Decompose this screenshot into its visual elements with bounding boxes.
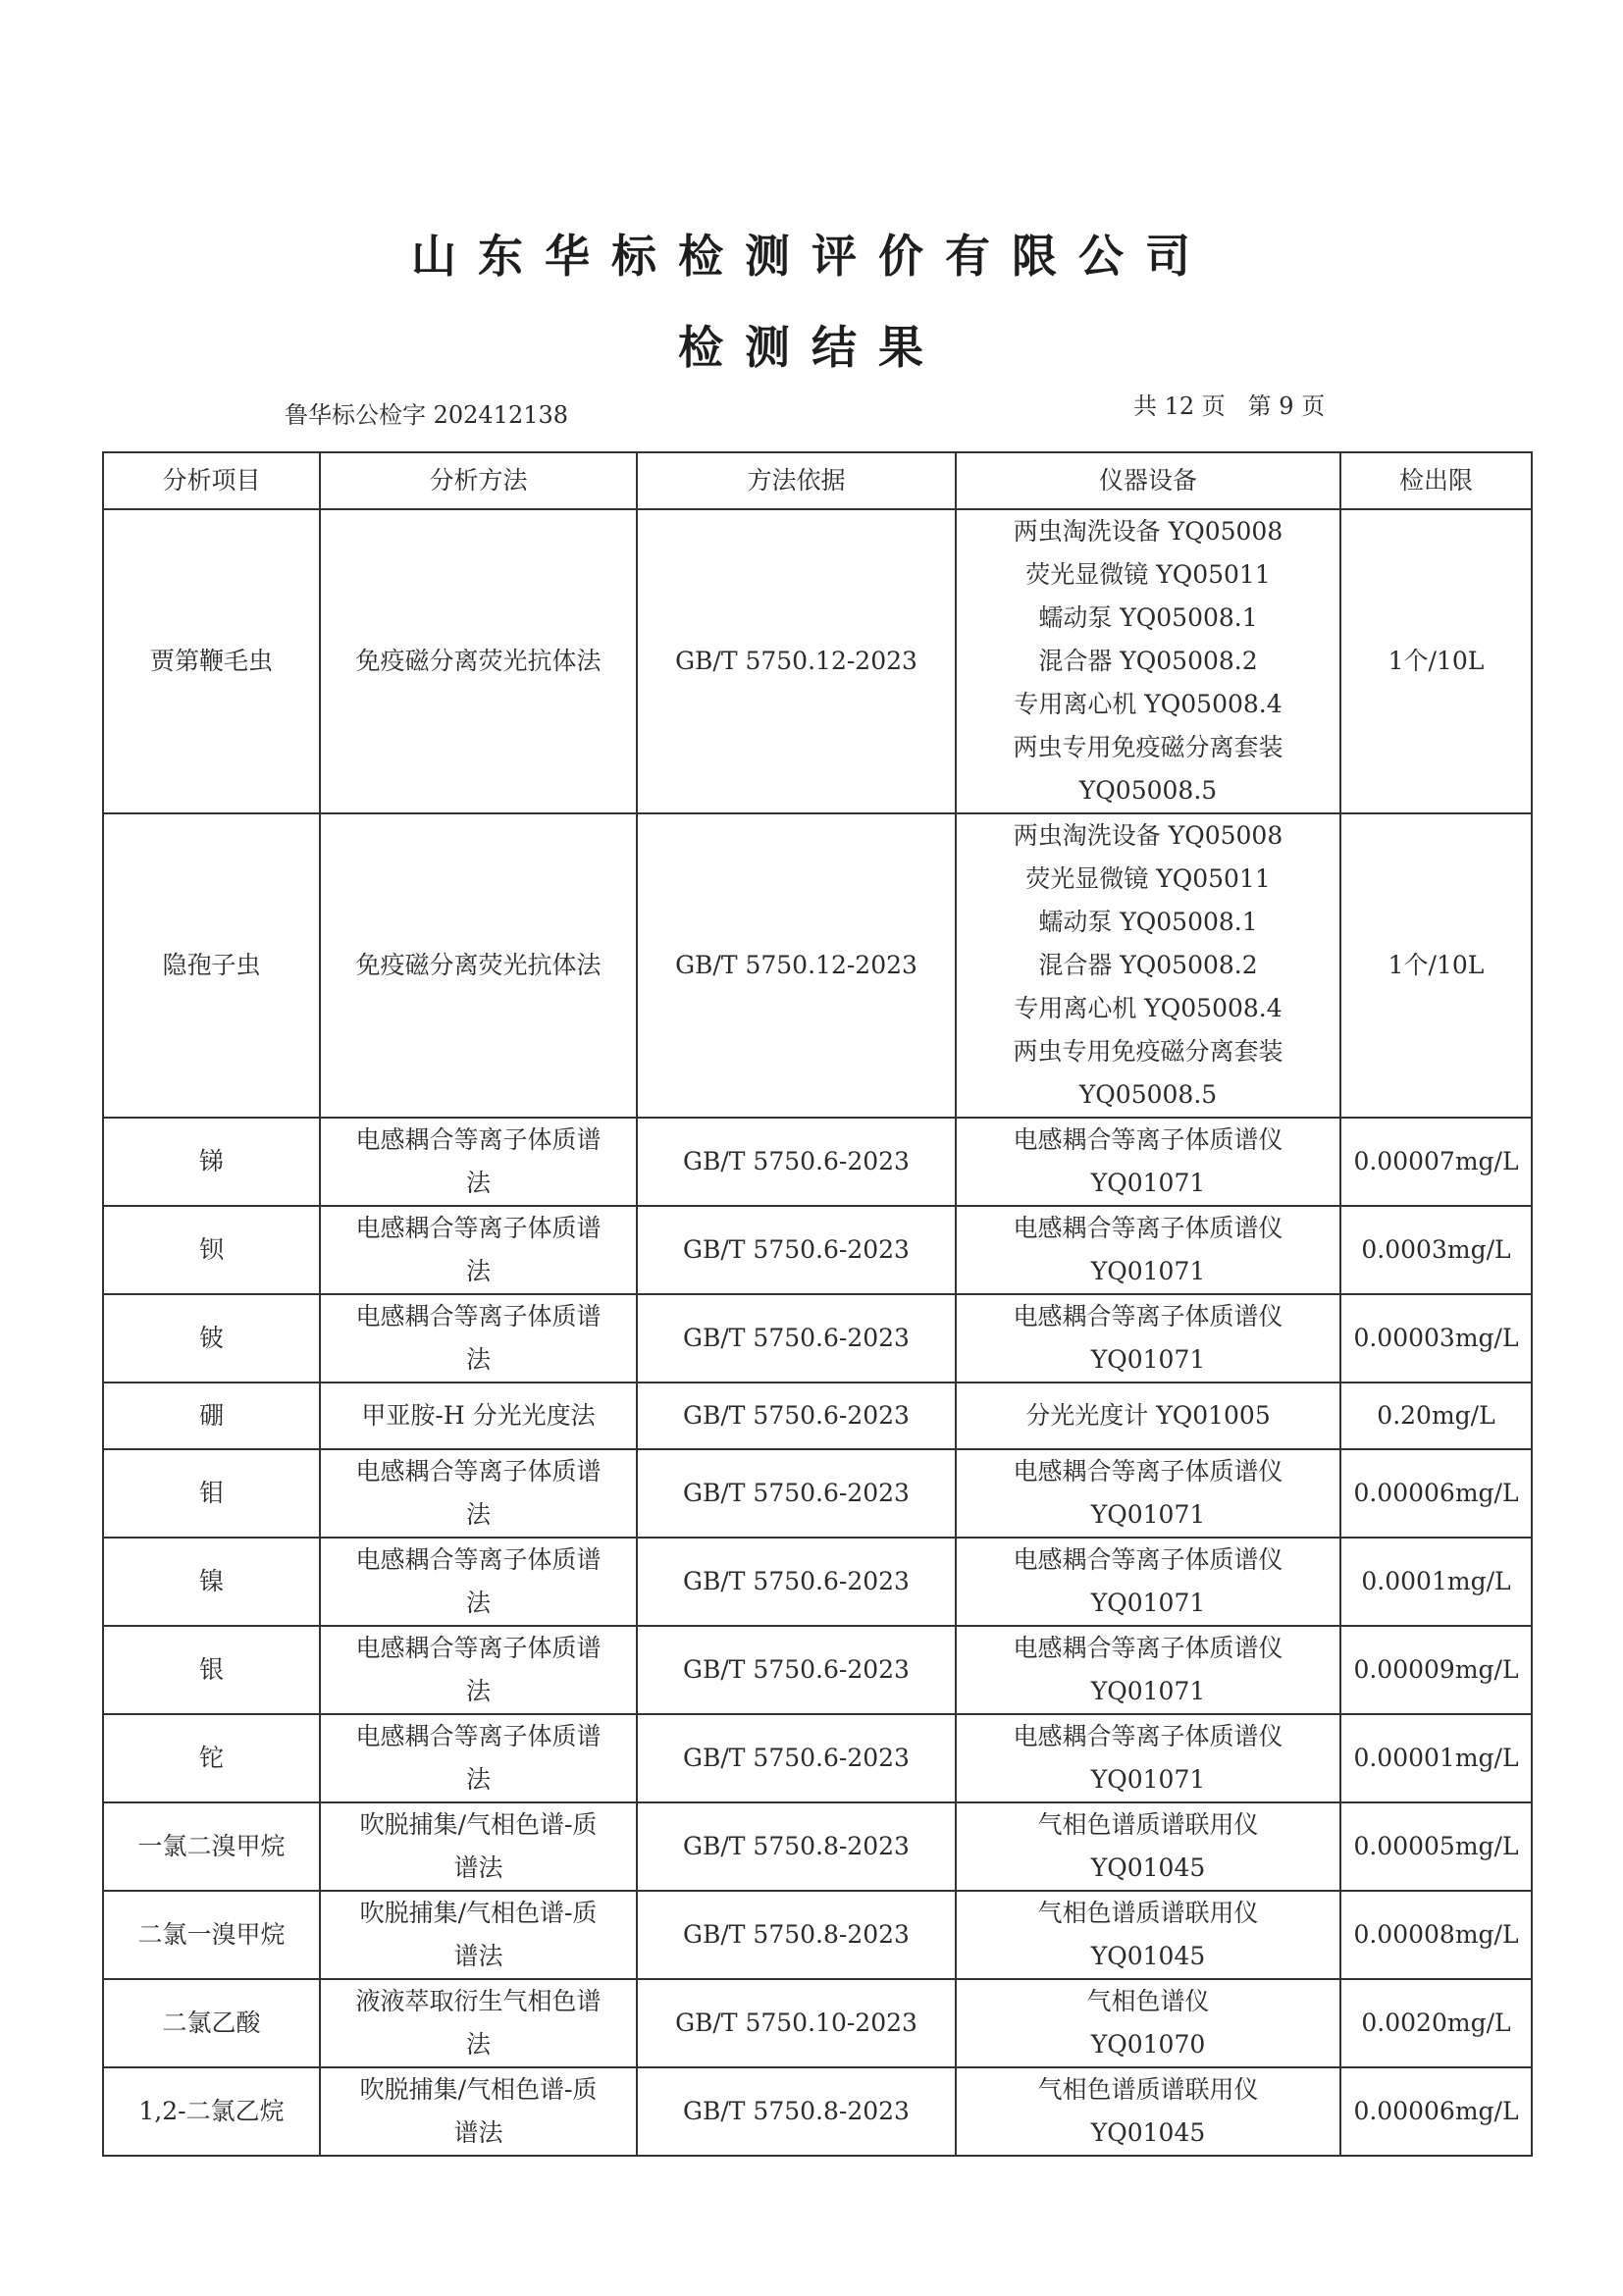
cell-item: 银 bbox=[103, 1626, 320, 1714]
cell-instruments-line: 荧光显微镜 YQ05011 bbox=[1025, 864, 1271, 893]
cell-item: 锑 bbox=[103, 1118, 320, 1206]
cell-limit: 0.00003mg/L bbox=[1340, 1294, 1532, 1383]
cell-instruments bbox=[956, 1538, 1340, 1626]
cell-method-line: 电感耦合等离子体质谱 bbox=[355, 1722, 602, 1750]
cell-method-line: 法 bbox=[465, 1169, 491, 1197]
cell-method-line: 法 bbox=[465, 1589, 491, 1617]
cell-instruments bbox=[956, 1206, 1340, 1294]
cell-instruments bbox=[956, 1979, 1340, 2067]
cell-method-line: 吹脱捕集/气相色谱-质 bbox=[359, 2075, 598, 2104]
cell-instruments-line: YQ01045 bbox=[1090, 2118, 1206, 2147]
cell-standard: GB/T 5750.12-2023 bbox=[637, 509, 956, 813]
column-header-method: 分析方法 bbox=[320, 452, 637, 509]
cell-method-line: 法 bbox=[465, 1257, 491, 1285]
cell-instruments-line: 气相色谱仪 bbox=[1086, 1987, 1210, 2015]
cell-instruments-line: YQ01071 bbox=[1090, 1677, 1206, 1705]
cell-method bbox=[320, 1294, 637, 1383]
cell-method bbox=[320, 1538, 637, 1626]
cell-instruments bbox=[956, 1626, 1340, 1714]
column-header-standard: 方法依据 bbox=[637, 452, 956, 509]
cell-instruments-line: 荧光显微镜 YQ05011 bbox=[1025, 560, 1271, 589]
cell-method-line: 电感耦合等离子体质谱 bbox=[355, 1214, 602, 1242]
table-row bbox=[103, 509, 1532, 813]
cell-method-line: 电感耦合等离子体质谱 bbox=[355, 1545, 602, 1574]
table-row bbox=[103, 1538, 1532, 1626]
cell-instruments-line: 混合器 YQ05008.2 bbox=[1038, 951, 1258, 979]
cell-item: 一氯二溴甲烷 bbox=[103, 1802, 320, 1891]
table-row bbox=[103, 1802, 1532, 1891]
table-row bbox=[103, 2067, 1532, 2156]
cell-instruments-line: YQ01071 bbox=[1090, 1169, 1206, 1197]
cell-method-line: 吹脱捕集/气相色谱-质 bbox=[359, 1899, 598, 1927]
document-number: 鲁华标公检字 202412138 bbox=[285, 401, 569, 429]
cell-standard: GB/T 5750.6-2023 bbox=[637, 1383, 956, 1449]
results-body bbox=[103, 509, 1532, 2156]
cell-instruments-line: YQ01071 bbox=[1090, 1589, 1206, 1617]
cell-instruments bbox=[956, 813, 1340, 1118]
cell-instruments-line: 蠕动泵 YQ05008.1 bbox=[1038, 603, 1258, 632]
cell-instruments-line: 两虫专用免疫磁分离套装 bbox=[1013, 1037, 1283, 1066]
cell-instruments bbox=[956, 509, 1340, 813]
cell-standard: GB/T 5750.6-2023 bbox=[637, 1118, 956, 1206]
cell-instruments-line: 电感耦合等离子体质谱仪 bbox=[1013, 1302, 1283, 1331]
cell-instruments-line: 两虫淘洗设备 YQ05008 bbox=[1013, 517, 1283, 546]
cell-item: 铍 bbox=[103, 1294, 320, 1383]
cell-method-line: 电感耦合等离子体质谱 bbox=[355, 1457, 602, 1486]
cell-instruments-line: YQ01070 bbox=[1090, 2030, 1206, 2059]
cell-method-line: 吹脱捕集/气相色谱-质 bbox=[359, 1810, 598, 1839]
table-row bbox=[103, 1714, 1532, 1802]
cell-standard: GB/T 5750.6-2023 bbox=[637, 1538, 956, 1626]
cell-method bbox=[320, 2067, 637, 2156]
column-header-item: 分析项目 bbox=[103, 452, 320, 509]
cell-instruments-line: 气相色谱质谱联用仪 bbox=[1037, 2075, 1259, 2104]
report-title: 检测结果 bbox=[678, 321, 945, 374]
cell-item: 硼 bbox=[103, 1383, 320, 1449]
results-table bbox=[102, 451, 1533, 2157]
cell-instruments-line: YQ01045 bbox=[1090, 1942, 1206, 1970]
cell-instruments-line: 两虫淘洗设备 YQ05008 bbox=[1013, 821, 1283, 850]
cell-standard: GB/T 5750.6-2023 bbox=[637, 1714, 956, 1802]
cell-method-line: 谱法 bbox=[453, 1853, 503, 1882]
table-row bbox=[103, 1294, 1532, 1383]
cell-standard: GB/T 5750.6-2023 bbox=[637, 1294, 956, 1383]
cell-instruments-line: 分光光度计 YQ01005 bbox=[1025, 1401, 1271, 1430]
cell-limit: 1个/10L bbox=[1340, 813, 1532, 1118]
cell-instruments-line: 电感耦合等离子体质谱仪 bbox=[1013, 1722, 1283, 1750]
cell-limit: 0.20mg/L bbox=[1340, 1383, 1532, 1449]
cell-item: 隐孢子虫 bbox=[103, 813, 320, 1118]
cell-limit: 0.00009mg/L bbox=[1340, 1626, 1532, 1714]
table-row bbox=[103, 1979, 1532, 2067]
cell-method: 免疫磁分离荧光抗体法 bbox=[320, 509, 637, 813]
cell-method-line: 法 bbox=[465, 1345, 491, 1374]
cell-method-line: 法 bbox=[465, 1765, 491, 1794]
cell-item: 钼 bbox=[103, 1449, 320, 1538]
cell-limit: 0.00005mg/L bbox=[1340, 1802, 1532, 1891]
cell-instruments bbox=[956, 1383, 1340, 1449]
cell-method-line: 电感耦合等离子体质谱 bbox=[355, 1302, 602, 1331]
cell-limit: 0.00001mg/L bbox=[1340, 1714, 1532, 1802]
cell-standard: GB/T 5750.6-2023 bbox=[637, 1449, 956, 1538]
cell-limit: 0.00006mg/L bbox=[1340, 2067, 1532, 2156]
cell-method bbox=[320, 1626, 637, 1714]
cell-method bbox=[320, 1118, 637, 1206]
cell-instruments bbox=[956, 1714, 1340, 1802]
cell-instruments-line: YQ01045 bbox=[1090, 1853, 1206, 1882]
cell-limit: 0.0020mg/L bbox=[1340, 1979, 1532, 2067]
cell-method-line: 液液萃取衍生气相色谱 bbox=[355, 1987, 602, 2015]
cell-method bbox=[320, 1206, 637, 1294]
cell-item: 镍 bbox=[103, 1538, 320, 1626]
cell-instruments-line: 蠕动泵 YQ05008.1 bbox=[1038, 908, 1258, 936]
cell-instruments-line: 电感耦合等离子体质谱仪 bbox=[1013, 1634, 1283, 1662]
table-row bbox=[103, 813, 1532, 1118]
cell-method bbox=[320, 1891, 637, 1979]
cell-limit: 1个/10L bbox=[1340, 509, 1532, 813]
cell-item: 二氯乙酸 bbox=[103, 1979, 320, 2067]
cell-method-line: 法 bbox=[465, 1500, 491, 1529]
cell-instruments-line: 电感耦合等离子体质谱仪 bbox=[1013, 1125, 1283, 1154]
cell-method bbox=[320, 1802, 637, 1891]
cell-instruments-line: 专用离心机 YQ05008.4 bbox=[1014, 690, 1283, 718]
cell-item: 贾第鞭毛虫 bbox=[103, 509, 320, 813]
table-row bbox=[103, 1118, 1532, 1206]
table-row bbox=[103, 1383, 1532, 1449]
cell-standard: GB/T 5750.6-2023 bbox=[637, 1206, 956, 1294]
column-header-instruments: 仪器设备 bbox=[956, 452, 1340, 509]
cell-instruments bbox=[956, 1802, 1340, 1891]
page-info: 共 12 页 第 9 页 bbox=[1133, 392, 1326, 420]
cell-limit: 0.0003mg/L bbox=[1340, 1206, 1532, 1294]
table-row bbox=[103, 1626, 1532, 1714]
company-name: 山东华标检测评价有限公司 bbox=[411, 230, 1212, 283]
cell-method-line: 法 bbox=[465, 2030, 491, 2059]
table-row bbox=[103, 1891, 1532, 1979]
cell-method-line: 谱法 bbox=[453, 1942, 503, 1970]
cell-instruments bbox=[956, 1449, 1340, 1538]
cell-instruments-line: YQ01071 bbox=[1090, 1765, 1206, 1794]
cell-instruments-line: 两虫专用免疫磁分离套装 bbox=[1013, 733, 1283, 761]
cell-limit: 0.0001mg/L bbox=[1340, 1538, 1532, 1626]
cell-item: 1,2-二氯乙烷 bbox=[103, 2067, 320, 2156]
cell-method bbox=[320, 1979, 637, 2067]
cell-limit: 0.00007mg/L bbox=[1340, 1118, 1532, 1206]
cell-item: 二氯一溴甲烷 bbox=[103, 1891, 320, 1979]
cell-instruments-line: 电感耦合等离子体质谱仪 bbox=[1013, 1545, 1283, 1574]
cell-instruments-line: 电感耦合等离子体质谱仪 bbox=[1013, 1457, 1283, 1486]
cell-method-line: 电感耦合等离子体质谱 bbox=[355, 1125, 602, 1154]
cell-instruments bbox=[956, 1891, 1340, 1979]
cell-limit: 0.00006mg/L bbox=[1340, 1449, 1532, 1538]
cell-instruments bbox=[956, 2067, 1340, 2156]
cell-instruments bbox=[956, 1294, 1340, 1383]
cell-instruments-line: 专用离心机 YQ05008.4 bbox=[1014, 994, 1283, 1022]
cell-instruments bbox=[956, 1118, 1340, 1206]
cell-method: 免疫磁分离荧光抗体法 bbox=[320, 813, 637, 1118]
cell-method-line: 法 bbox=[465, 1677, 491, 1705]
table-row bbox=[103, 1206, 1532, 1294]
cell-method-line: 电感耦合等离子体质谱 bbox=[355, 1634, 602, 1662]
cell-standard: GB/T 5750.8-2023 bbox=[637, 1802, 956, 1891]
cell-standard: GB/T 5750.8-2023 bbox=[637, 1891, 956, 1979]
cell-instruments-line: 气相色谱质谱联用仪 bbox=[1037, 1810, 1259, 1839]
cell-item: 铊 bbox=[103, 1714, 320, 1802]
cell-instruments-line: YQ05008.5 bbox=[1078, 1080, 1218, 1109]
cell-limit: 0.00008mg/L bbox=[1340, 1891, 1532, 1979]
cell-method bbox=[320, 1714, 637, 1802]
cell-method bbox=[320, 1449, 637, 1538]
cell-instruments-line: YQ01071 bbox=[1090, 1257, 1206, 1285]
cell-item: 钡 bbox=[103, 1206, 320, 1294]
table-header-row bbox=[103, 452, 1532, 509]
cell-method-line: 谱法 bbox=[453, 2118, 503, 2147]
cell-instruments-line: 气相色谱质谱联用仪 bbox=[1037, 1899, 1259, 1927]
cell-standard: GB/T 5750.12-2023 bbox=[637, 813, 956, 1118]
cell-standard: GB/T 5750.10-2023 bbox=[637, 1979, 956, 2067]
cell-instruments-line: YQ01071 bbox=[1090, 1500, 1206, 1529]
cell-instruments-line: 电感耦合等离子体质谱仪 bbox=[1013, 1214, 1283, 1242]
cell-method-line: 甲亚胺-H 分光光度法 bbox=[361, 1401, 596, 1430]
cell-instruments-line: YQ05008.5 bbox=[1078, 776, 1218, 805]
cell-standard: GB/T 5750.8-2023 bbox=[637, 2067, 956, 2156]
cell-standard: GB/T 5750.6-2023 bbox=[637, 1626, 956, 1714]
cell-instruments-line: 混合器 YQ05008.2 bbox=[1038, 647, 1258, 675]
table-row bbox=[103, 1449, 1532, 1538]
cell-method bbox=[320, 1383, 637, 1449]
column-header-limit: 检出限 bbox=[1340, 452, 1532, 509]
cell-instruments-line: YQ01071 bbox=[1090, 1345, 1206, 1374]
